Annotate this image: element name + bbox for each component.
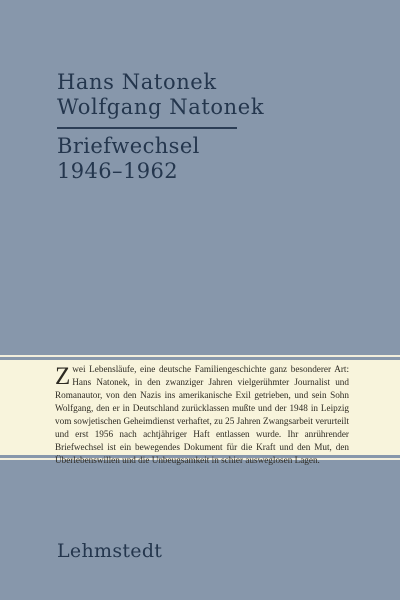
title-years: 1946–1962 bbox=[57, 159, 178, 183]
author-name: Wolfgang Natonek bbox=[57, 95, 265, 119]
authors bbox=[57, 70, 264, 120]
blurb-body: wei Lebensläufe, eine deutsche Familiengeschichte ganz besonderer Art: Hans Natonek, in den zwanziger Jahren vielgerühmter Journalist und Romanautor, von den Nazis ins amerikanische Exil getrieben, und sein Sohn Wolfgang, den er in Deutschland zurücklassen mußte und der 1948 in Leipzig vom sowjetischen Geheimdienst verhaftet, zu 25 Jahren Zwangsarbeit verurteilt und erst 1956 nach achtjähriger Haft entlassen wurde. Ihr anrührender Briefwechsel ist ein bewegendes Dokument für die Kraft und den Mut, den Überlebenswillen und die Unbeugsamkeit in schier ausweglosen Lagen. bbox=[55, 364, 349, 465]
blurb-text bbox=[55, 363, 349, 467]
book-title bbox=[57, 134, 200, 184]
band-divider-top bbox=[0, 355, 400, 357]
publisher-name: Lehmstedt bbox=[57, 540, 163, 562]
author-name: Hans Natonek bbox=[57, 70, 217, 94]
title-divider bbox=[57, 127, 237, 129]
dropcap-letter: Z bbox=[55, 363, 71, 390]
title-text: Briefwechsel bbox=[57, 134, 200, 158]
